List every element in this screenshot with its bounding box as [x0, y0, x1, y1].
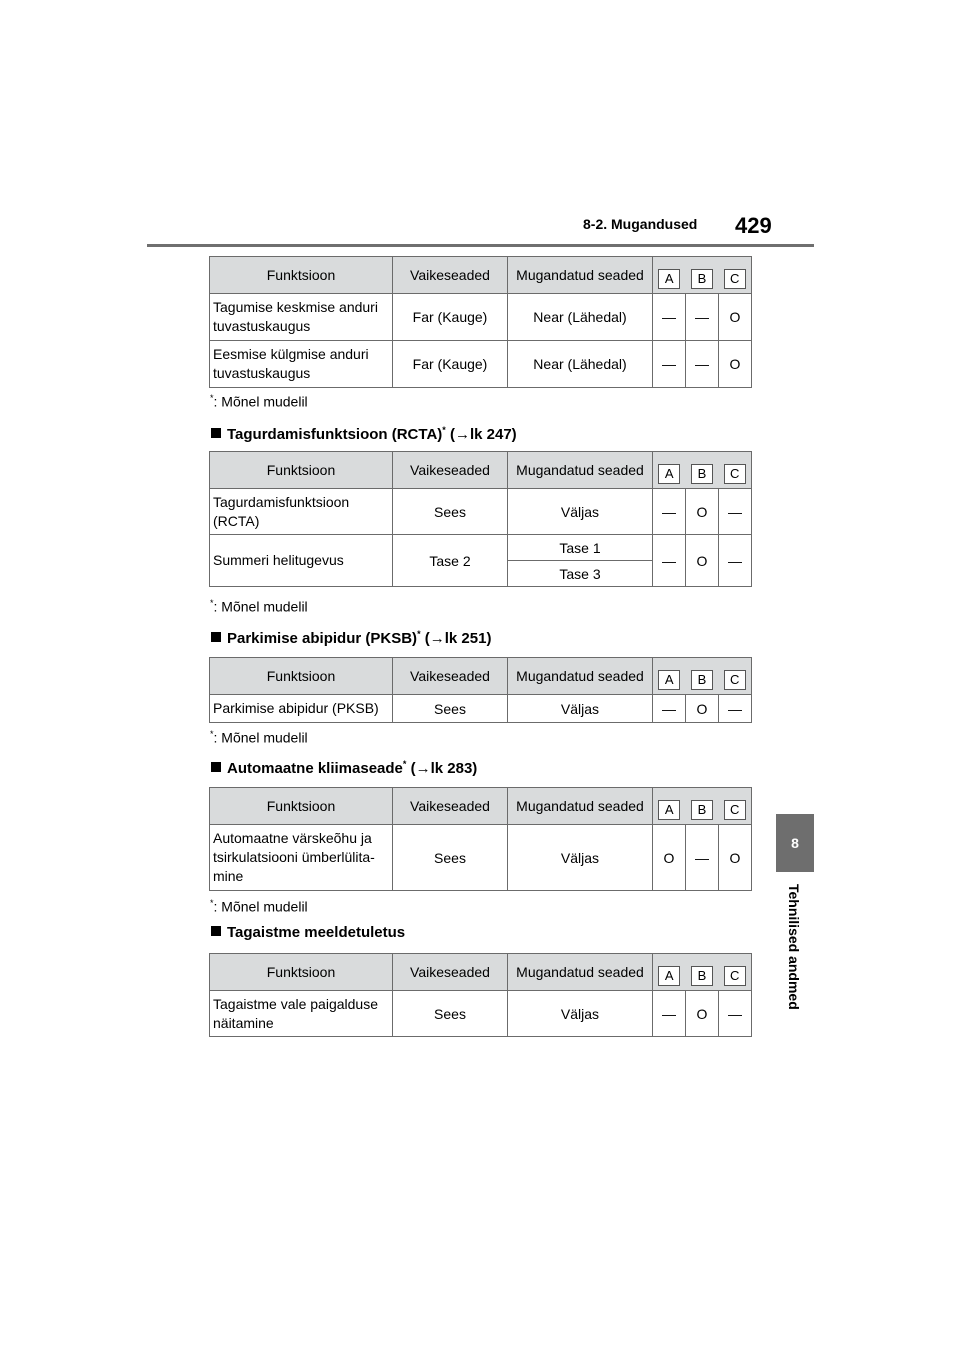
cell-c: — — [719, 535, 752, 587]
cell-c: O — [719, 294, 752, 341]
col-header-b — [686, 257, 719, 294]
cell-default: Far (Kauge) — [393, 341, 508, 388]
col-header-c — [719, 954, 752, 991]
col-header-custom: Mugandatud seaded — [508, 954, 653, 991]
square-bullet-icon — [211, 632, 221, 642]
col-header-b — [686, 452, 719, 489]
letter-c-box: C — [724, 800, 746, 820]
col-header-function: Funktsioon — [210, 452, 393, 489]
letter-a-box: A — [658, 464, 680, 484]
col-header-custom: Mugandatud seaded — [508, 658, 653, 695]
settings-table-pksb — [209, 657, 752, 723]
settings-table-sensors — [209, 256, 752, 388]
table-row — [210, 341, 752, 388]
letter-b-box: B — [691, 800, 713, 820]
cell-custom: Väljas — [508, 489, 653, 535]
letter-a-box: A — [658, 800, 680, 820]
col-header-a — [653, 257, 686, 294]
chapter-tab[interactable] — [776, 814, 814, 872]
square-bullet-icon — [211, 762, 221, 772]
col-header-default: Vaikeseaded — [393, 452, 508, 489]
cell-function: Summeri helitugevus — [210, 535, 393, 587]
footnote: *: Mõnel mudelil — [210, 598, 308, 615]
cell-default: Tase 2 — [393, 535, 508, 587]
settings-table-rcta — [209, 451, 752, 587]
cell-default: Sees — [393, 489, 508, 535]
table-row — [210, 489, 752, 535]
col-header-c — [719, 452, 752, 489]
section-title-climate: Automaatne kliimaseade* (→lk 283) — [211, 759, 477, 777]
letter-c-box: C — [724, 670, 746, 690]
col-header-function: Funktsioon — [210, 257, 393, 294]
cell-custom: Tase 3 — [508, 561, 653, 587]
cell-default: Far (Kauge) — [393, 294, 508, 341]
cell-c: O — [719, 825, 752, 891]
cell-b: — — [686, 294, 719, 341]
cell-function: Tagaistme vale paigalduse näitamine — [210, 991, 393, 1037]
col-header-default: Vaikeseaded — [393, 788, 508, 825]
letter-b-box: B — [691, 670, 713, 690]
col-header-function: Funktsioon — [210, 658, 393, 695]
letter-a-box: A — [658, 269, 680, 289]
cell-a: — — [653, 535, 686, 587]
col-header-default: Vaikeseaded — [393, 954, 508, 991]
chapter-label: Tehnilised andmed — [786, 884, 802, 1010]
cell-custom: Väljas — [508, 695, 653, 723]
col-header-custom: Mugandatud seaded — [508, 788, 653, 825]
cell-a: — — [653, 341, 686, 388]
table-header-row — [210, 788, 752, 825]
cell-c: — — [719, 991, 752, 1037]
col-header-function: Funktsioon — [210, 954, 393, 991]
cell-a: — — [653, 489, 686, 535]
square-bullet-icon — [211, 926, 221, 936]
page-number: 429 — [735, 213, 772, 238]
cell-default: Sees — [393, 825, 508, 891]
cell-b: O — [686, 535, 719, 587]
table-header-row — [210, 257, 752, 294]
settings-table-climate — [209, 787, 752, 891]
col-header-a — [653, 788, 686, 825]
table-row — [210, 294, 752, 341]
cell-default: Sees — [393, 991, 508, 1037]
col-header-a — [653, 658, 686, 695]
cell-a: O — [653, 825, 686, 891]
chapter-number: 8 — [791, 835, 799, 851]
settings-table-rear-seat — [209, 953, 752, 1037]
col-header-default: Vaikeseaded — [393, 257, 508, 294]
table-row — [210, 991, 752, 1037]
cell-c: O — [719, 341, 752, 388]
cell-function: Tagurdamisfunktsioon (RCTA) — [210, 489, 393, 535]
cell-b: — — [686, 341, 719, 388]
letter-a-box: A — [658, 670, 680, 690]
cell-function: Tagumise keskmise anduri tuvastuskaugus — [210, 294, 393, 341]
section-heading: 8-2. Mugandused — [583, 216, 698, 232]
cell-function: Automaatne värskeõhu ja tsirkulatsiooni ümberlülita-mine — [210, 825, 393, 891]
cell-a: — — [653, 695, 686, 723]
letter-b-box: B — [691, 269, 713, 289]
col-header-custom: Mugandatud seaded — [508, 452, 653, 489]
header-divider — [147, 244, 814, 247]
cell-default: Sees — [393, 695, 508, 723]
letter-c-box: C — [724, 966, 746, 986]
footnote: *: Mõnel mudelil — [210, 729, 308, 746]
table-header-row — [210, 658, 752, 695]
cell-c: — — [719, 489, 752, 535]
col-header-function: Funktsioon — [210, 788, 393, 825]
section-title-rcta: Tagurdamisfunktsioon (RCTA)* (→lk 247) — [211, 425, 517, 443]
cell-b: O — [686, 695, 719, 723]
cell-a: — — [653, 294, 686, 341]
col-header-b — [686, 658, 719, 695]
cell-custom: Near (Lähedal) — [508, 294, 653, 341]
col-header-c — [719, 788, 752, 825]
letter-b-box: B — [691, 464, 713, 484]
letter-a-box: A — [658, 966, 680, 986]
cell-function: Parkimise abipidur (PKSB) — [210, 695, 393, 723]
letter-c-box: C — [724, 464, 746, 484]
col-header-c — [719, 658, 752, 695]
table-header-row — [210, 954, 752, 991]
col-header-a — [653, 954, 686, 991]
table-row — [210, 825, 752, 891]
cell-b: O — [686, 489, 719, 535]
section-title-pksb: Parkimise abipidur (PKSB)* (→lk 251) — [211, 629, 491, 647]
letter-c-box: C — [724, 269, 746, 289]
cell-b: O — [686, 991, 719, 1037]
table-row — [210, 535, 752, 561]
footnote: *: Mõnel mudelil — [210, 898, 308, 915]
square-bullet-icon — [211, 428, 221, 438]
cell-a: — — [653, 991, 686, 1037]
col-header-b — [686, 788, 719, 825]
letter-b-box: B — [691, 966, 713, 986]
cell-custom: Tase 1 — [508, 535, 653, 561]
cell-b: — — [686, 825, 719, 891]
cell-function: Eesmise külgmise anduri tuvastuskaugus — [210, 341, 393, 388]
section-title-rear-seat: Tagaistme meeldetuletus — [211, 924, 405, 941]
col-header-a — [653, 452, 686, 489]
cell-custom: Near (Lähedal) — [508, 341, 653, 388]
cell-custom: Väljas — [508, 825, 653, 891]
col-header-b — [686, 954, 719, 991]
footnote: *: Mõnel mudelil — [210, 393, 308, 410]
col-header-custom: Mugandatud seaded — [508, 257, 653, 294]
col-header-c — [719, 257, 752, 294]
cell-c: — — [719, 695, 752, 723]
cell-custom: Väljas — [508, 991, 653, 1037]
col-header-default: Vaikeseaded — [393, 658, 508, 695]
table-header-row — [210, 452, 752, 489]
table-row — [210, 695, 752, 723]
